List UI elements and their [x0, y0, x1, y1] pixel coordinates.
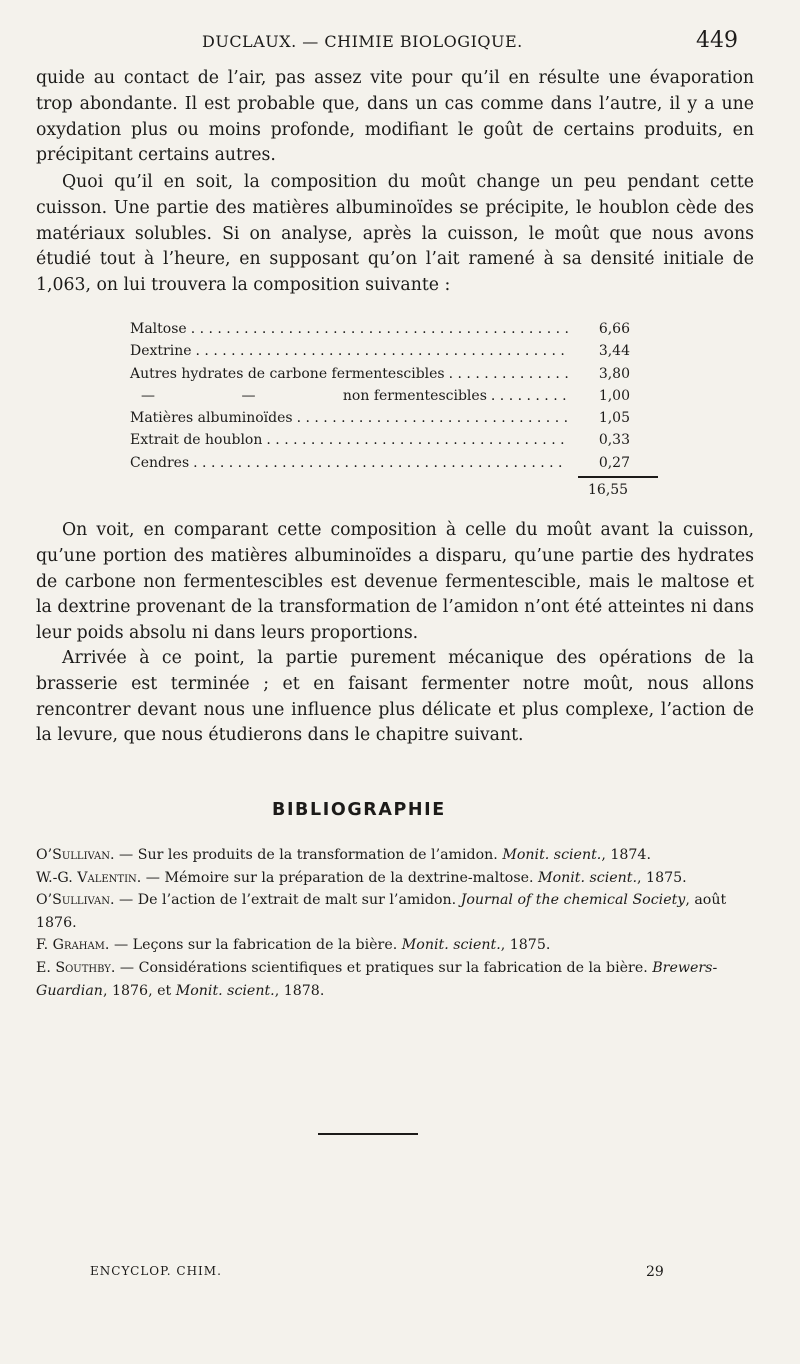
- row-value: 0,33: [598, 432, 630, 449]
- leader-dots: [191, 318, 568, 340]
- entry-text: — Mémoire sur la préparation de la dextrine-maltose.: [141, 869, 539, 886]
- entry-tail: , 1876, et: [102, 982, 176, 999]
- row-label: [130, 385, 487, 407]
- entry-text: — Leçons sur la fabrication de la bière.: [109, 937, 402, 954]
- composition-table: [130, 318, 660, 474]
- leader-dots: [193, 452, 568, 474]
- paragraph-1-text: quide au contact de l’air, pas assez vite pour qu’il en résulte une évaporation trop abondante. Il est probable que, dans un cas comme dans l’autre, il y a une oxydation plus ou moins profonde, modifiant le goût de certains produits, en précipitant certains autres.: [36, 68, 754, 166]
- bibliography-list: [36, 844, 754, 1002]
- entry-source: Monit. scient.: [538, 869, 638, 886]
- table-row: [130, 363, 660, 385]
- table-row: [130, 429, 660, 451]
- table-row: [130, 407, 660, 429]
- row-label-text: non fermentescibles: [342, 387, 487, 404]
- ditto-mark: —: [241, 387, 256, 404]
- row-label: Matières albuminoïdes: [130, 410, 293, 427]
- entry-author: F. Graham.: [36, 937, 110, 954]
- bibliography-entry: [36, 867, 754, 890]
- entry-source: Journal of the chemical Society: [460, 892, 686, 909]
- row-label: Extrait de houblon: [130, 432, 263, 449]
- leader-dots: [266, 429, 568, 451]
- entry-author: E. Southby.: [36, 959, 116, 976]
- bibliography-entry: [36, 889, 754, 934]
- row-label: Maltose: [130, 321, 187, 337]
- footer-signature: ENCYCLOP. CHIM.: [90, 1264, 222, 1278]
- bibliography-title: BIBLIOGRAPHIE: [272, 800, 446, 820]
- bibliography-entry: [36, 844, 754, 867]
- paragraph-2-text: Quoi qu’il en soit, la composition du moût change un peu pendant cette cuisson. Une partie des matières albuminoïdes se précipite, le houblon cède des matériaux solubles. Si on analyse, après la cuisson, le moût que nous avons étudié tout à l’heure, en supposant qu’on l’ait ramené à sa densité initiale de 1,063, on lui trouvera la composition suivante :: [36, 172, 754, 296]
- entry-tail-2: , 1878.: [274, 982, 325, 999]
- paragraph-4: [36, 646, 754, 749]
- table-row: [130, 385, 660, 407]
- row-value: 0,27: [598, 454, 630, 471]
- row-label: Dextrine: [130, 343, 192, 360]
- composition-total: 16,55: [588, 482, 629, 498]
- bibliography-entry: [36, 957, 754, 1002]
- footer-sheet-number: 29: [646, 1264, 664, 1280]
- paragraph-3: [36, 518, 754, 647]
- entry-author: W.-G. Valentin.: [36, 869, 142, 886]
- paragraph-3-text: On voit, en comparant cette composition à celle du moût avant la cuisson, qu’une portion des matières albuminoïdes a disparu, qu’une partie des hydrates de carbone non fermentescibles est devenue fermentescible, mais le maltose et la dextrine provenant de la transformation de l’amidon n’ont été atteintes ni dans leur poids absolu ni dans leurs proportions.: [36, 520, 754, 644]
- entry-tail: , 1874.: [601, 847, 651, 863]
- table-row: [130, 452, 660, 474]
- row-label: Cendres: [130, 454, 190, 471]
- table-row: [130, 318, 660, 340]
- bibliography-entry: [36, 934, 754, 957]
- entry-author: O’Sullivan.: [36, 847, 115, 863]
- leader-dots: [297, 407, 568, 429]
- entry-text: — Considérations scientifiques et pratiques sur la fabrication de la bière.: [115, 959, 653, 976]
- row-label: Autres hydrates de carbone fermentescibles: [130, 365, 445, 382]
- paragraph-2: [36, 170, 754, 299]
- entry-source: Monit. scient.: [502, 847, 602, 863]
- total-rule: [578, 476, 658, 478]
- entry-source: Brewers-Guardian: [36, 959, 718, 999]
- row-value: 3,44: [598, 343, 630, 360]
- entry-text: — Sur les produits de la transformation de l’amidon.: [114, 847, 503, 863]
- leader-dots: [196, 340, 568, 362]
- entry-tail: , 1875.: [637, 869, 687, 886]
- leader-dots: [449, 363, 568, 385]
- table-row: [130, 340, 660, 362]
- section-rule: [318, 1133, 418, 1135]
- entry-source-2: Monit. scient.: [175, 982, 275, 999]
- running-title: DUCLAUX. — CHIMIE BIOLOGIQUE.: [202, 32, 523, 51]
- row-value: 1,00: [598, 387, 630, 404]
- paragraph-4-text: Arrivée à ce point, la partie purement mécanique des opérations de la brasserie est terminée ; et en faisant fermenter notre moût, nous allons rencontrer devant nous une influence plus délicate et plus complexe, l’action de la levure, que nous étudierons dans le chapitre suivant.: [36, 648, 754, 746]
- row-value: 1,05: [598, 410, 630, 427]
- entry-author: O’Sullivan.: [36, 892, 115, 909]
- entry-source: Monit. scient.: [401, 937, 501, 954]
- entry-tail: , août 1876.: [36, 892, 727, 931]
- page-number: 449: [696, 28, 738, 53]
- row-value: 6,66: [598, 321, 630, 337]
- row-value: 3,80: [598, 365, 630, 382]
- page-header: [0, 28, 800, 58]
- ditto-mark: —: [141, 387, 155, 404]
- paragraph-1: [36, 66, 754, 169]
- leader-dots: [491, 385, 568, 407]
- entry-text: — De l’action de l’extrait de malt sur l’amidon.: [114, 892, 461, 909]
- entry-tail: , 1875.: [500, 937, 551, 954]
